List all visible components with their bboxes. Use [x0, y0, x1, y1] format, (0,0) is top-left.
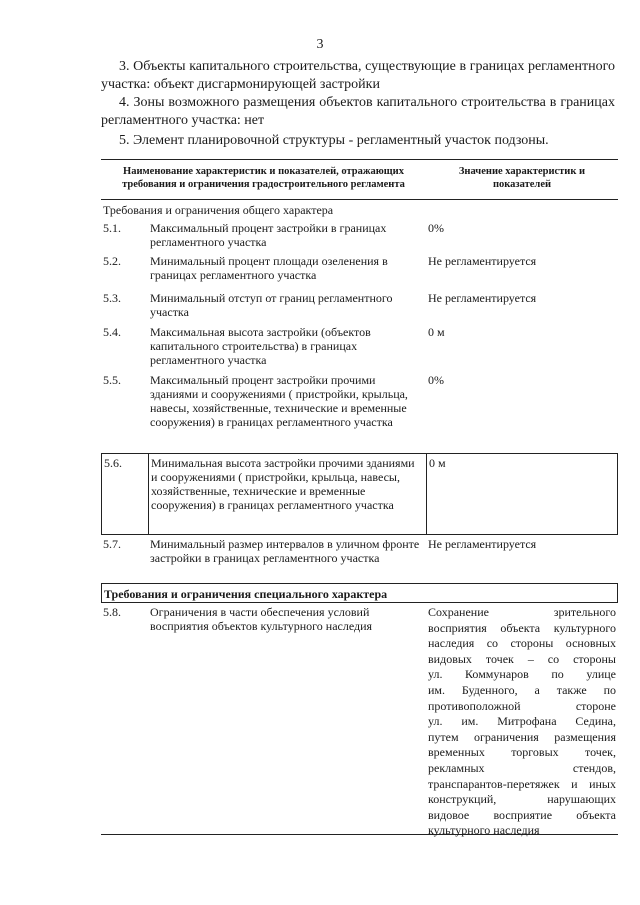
table-row-special [101, 603, 618, 838]
table-header [101, 160, 618, 200]
value-line: рекламных стендов, [428, 760, 616, 775]
row-value: Не регламентируется [428, 291, 537, 305]
table-row [101, 219, 618, 252]
value-line: временных торговых точек, [428, 745, 616, 760]
value-line: путем ограничения размещения [428, 729, 616, 744]
intro-item-4: 4. Зоны возможного размещения объектов капитального строительства в границах регламентного участка: нет [101, 95, 615, 128]
row-number: 5.4. [103, 325, 121, 339]
row-name: Минимальный размер интервалов в уличном фронте застройки в границах регламентного участка [150, 537, 420, 565]
row-number: 5.6. [102, 454, 149, 534]
row-number: 5.2. [103, 254, 121, 268]
value-line: видовых точек – со стороны [428, 651, 616, 666]
value-line: транспарантов-перетяжек и иных [428, 776, 616, 791]
regulation-table [101, 159, 618, 838]
value-line: ул. Коммунаров по улице [428, 667, 616, 682]
page-number: 3 [316, 37, 324, 52]
value-line: видовое восприятие объекта [428, 807, 616, 822]
table-row [101, 323, 618, 371]
row-name: Минимальный процент площади озеленения в границах регламентного участка [150, 254, 388, 282]
value-line: восприятия объекта культурного [428, 620, 616, 635]
row-number: 5.7. [103, 537, 121, 551]
value-line: противоположной стороне [428, 698, 616, 713]
table-row [101, 252, 618, 289]
table-row [101, 289, 618, 323]
intro-item-5: 5. Элемент планировочной структуры - регламентный участок подзоны. [119, 133, 549, 148]
row-number: 5.8. [103, 605, 121, 619]
row-name: Минимальная высота застройки прочими зданиями и сооружениями ( пристройки, крыльца, навесы, хозяйственные, технические и временные сооружения) в границах регламентного участка [149, 454, 427, 534]
header-values: Значение характеристик и показателей [458, 166, 586, 190]
header-characteristics: Наименование характеристик и показателей, отражающих требования и ограничения градостроительного регламента [122, 166, 405, 190]
row-value: Не регламентируется [428, 254, 537, 268]
group-general-heading: Требования и ограничения общего характера [103, 203, 334, 217]
value-line: Сохранение зрительного [428, 605, 616, 619]
row-number: 5.5. [103, 373, 121, 387]
row-name: Ограничения в части обеспечения условий восприятия объектов культурного наследия [150, 605, 373, 633]
row-number: 5.3. [103, 291, 121, 305]
row-name: Максимальный процент застройки прочими зданиями и сооружениями ( пристройки, крыльца, навесы, хозяйственные, технические и временные сооружения) в границах регламентного участка [150, 373, 408, 429]
row-value [426, 603, 618, 838]
row-name: Максимальная высота застройки (объектов капитального строительства) в границах регламентного участка [150, 325, 371, 367]
row-name: Минимальный отступ от границ регламентного участка [150, 291, 393, 319]
table-row-highlighted [101, 453, 618, 535]
row-value: Не регламентируется [428, 537, 537, 551]
intro-text [101, 58, 615, 150]
value-line: им. Буденного, а также по [428, 682, 616, 697]
row-value: 0 м [429, 456, 446, 470]
intro-item-3: 3. Объекты капитального строительства, существующие в границах регламентного участка: объект дисгармонирующей застройки [101, 59, 615, 92]
value-line: наследия со стороны основных [428, 636, 616, 651]
row-value: 0 м [428, 325, 445, 339]
row-number: 5.1. [103, 221, 121, 235]
row-value: 0% [428, 221, 444, 235]
row-value: 0% [428, 373, 444, 387]
table-row [101, 371, 618, 453]
table-row [101, 535, 618, 583]
value-line: ул. им. Митрофана Седина, [428, 714, 616, 729]
value-line: культурного наследия [428, 823, 540, 838]
row-name: Максимальный процент застройки в границах регламентного участка [150, 221, 387, 249]
value-line: конструкций, нарушающих [428, 792, 616, 807]
group-special-heading: Требования и ограничения специального характера [101, 583, 618, 603]
